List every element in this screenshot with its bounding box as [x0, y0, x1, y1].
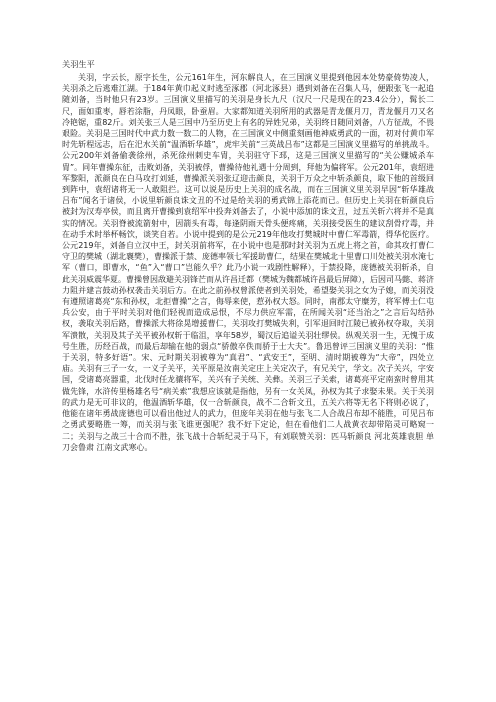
- document-body: 关羽，字云长，原字长生，公元161年生，河东解良人，在三国演义里提到他因本处势豪倚势凌人，关羽杀之后逃难江湖。于184年黄巾起义时逃至涿郡（河北涿县）遇到刘备在召集人马，便跟张飞一起追随刘备，当时他只有23岁。三国演义里描写的关羽是身长九尺（汉尺一尺是现在的23.4公分），髯长二尺，面如重枣，唇若涂脂，丹凤眼，卧蚕眉。大家都知道关羽所用的武器是青龙偃月刀，青龙偃月刀又名冷艳锯，重82斤。刘关张三人是三国中乃至历史上有名的异姓兄弟，关羽终日随同刘备，八方征战，不畏艰险。关羽是三国时代中武力数一数二的人物，在三国演义中侧重刻画他神威勇武的一面，初对付黄巾军时先斩程远志，后在汜水关前“温酒斩华雄”，虎牢关前“三英战吕布”这都是三国演义里描写的单挑战斗。公元200年刘备偷袭徐州，杀死徐州刺史车胄，关羽驻守下邳，这是三国演义里描写的“关公赚城杀车胄”。同年曹操东征，击败刘备，关羽被俘，曹操待他礼遇十分周到，拜他为偏将军。公元201年，袁绍进军黎阳，派颜良在白马攻打刘延，曹操派关羽张辽迎击颜良，关羽于万众之中斩杀颜良，取下他的首级回到阵中，袁绍诸将无一人敢阻拦。这可以说是历史上关羽的成名战，而在三国演义里关羽早因“斩华雄战吕布”闻名于诸侯，小说里斩颜良诛文丑的不过是给关羽的勇武锦上添花而已。但历史上关羽在斩颜良后被封为汉寿亭侯，而且离开曹操到袁绍军中投奔刘备去了，小说中添加的诛文丑，过五关斩六将并不是真实的情况。关羽脊被流箭射中，因箭头有毒，每逢阴雨天骨头便疼痛，关羽接受医生的建议刮骨疗毒，并在动手术时举杯畅饮，谈笑自若。小说中提到的是公元219年他攻打樊城时中曹仁军毒箭，得华佗医疗。公元219年，刘备自立汉中王，封关羽前将军，在小说中也是那时封关羽为五虎上将之首，命其攻打曹仁守卫的樊城（湖北襄樊），曹操派于禁、庞德率领七军援助曹仁，结果在樊城北十里曹口川处被关羽水淹七军（曹口，即曹水，“鱼”入“曹口”岂能久乎？此乃小说一戏剧性解释），于禁投降，庞德被关羽斩杀，自此关羽威震华夏。曹操曾因敌避关羽锋芒而从许昌迁都（樊城为魏都城许昌最后屏障），后因司马懿、蒋济力阻并建言鼓动孙权袭击关羽后方。在此之前孙权曾派使者到关羽处，希望娶关羽之女为子媳，而关羽没有遵照诸葛亮“东和孙权，北拒曹操”之言，侮辱来使，惹孙权大怒。同时，南郡太守糜芳，将军傅士仁屯兵公安，由于平时关羽对他们轻视而造成忌恨，不尽力供应军需，在所闻关羽“还当治之”之言后勾结孙权，袭取关羽后路，曹操派大将徐晃增援曹仁，关羽攻打樊城失利，引军退回时江陵已被孙权夺取，关羽军溃散，关羽及其子关平被孙权斩于临沮，享年58岁，蜀汉后追谥关羽壮缪侯。纵观关羽一生，无愧于成号生胜，历经百战，而最后却输在他的弱点“骄傲卒佚而骄于士大夫”。鲁迅曾评三国演义里的关羽：“惟于关羽，特多好语”。宋、元时期关羽被尊为“真君”、“武安王”，至明、清时期被尊为“大帝”，四处立庙。关羽有三子一女，一义子关平，关平原是汝南关定庄上关定次子，有兄关宁，学文。次子关兴，字安国，受诸葛亮器重，北伐时任龙骧将军，关兴有子关统、关彝。关羽三子关索，诸葛亮平定南蛮时曾用其做先锋，水浒传里杨雄名号“病关索”我想应该就是指他，另有一女关凤，孙权为其子求娶未果。关于关羽的武力是无可非议的，他温酒斩华雄，仅一合斩颜良，战不二合斩文丑，五关六将等无名下将则必说了，他能在诸年勇战庞德也可以看出他过人的武力，但庞年关羽在他与张飞二人合战吕布却不能胜，可见吕布之勇武要略胜一筹，而关羽与张飞谁更强呢？我不好下定论，但在看他们二人战黄衣却带陷灵可略窥一二；关羽与之战三十合而不胜，张飞战十合斩纪灵于马下，有刘联赞关羽：匹马斩颜良 河北英雄袁胆 单刀会鲁肃 江南文武寒心。: [62, 73, 434, 452]
- document-title: 关羽生平: [62, 59, 95, 69]
